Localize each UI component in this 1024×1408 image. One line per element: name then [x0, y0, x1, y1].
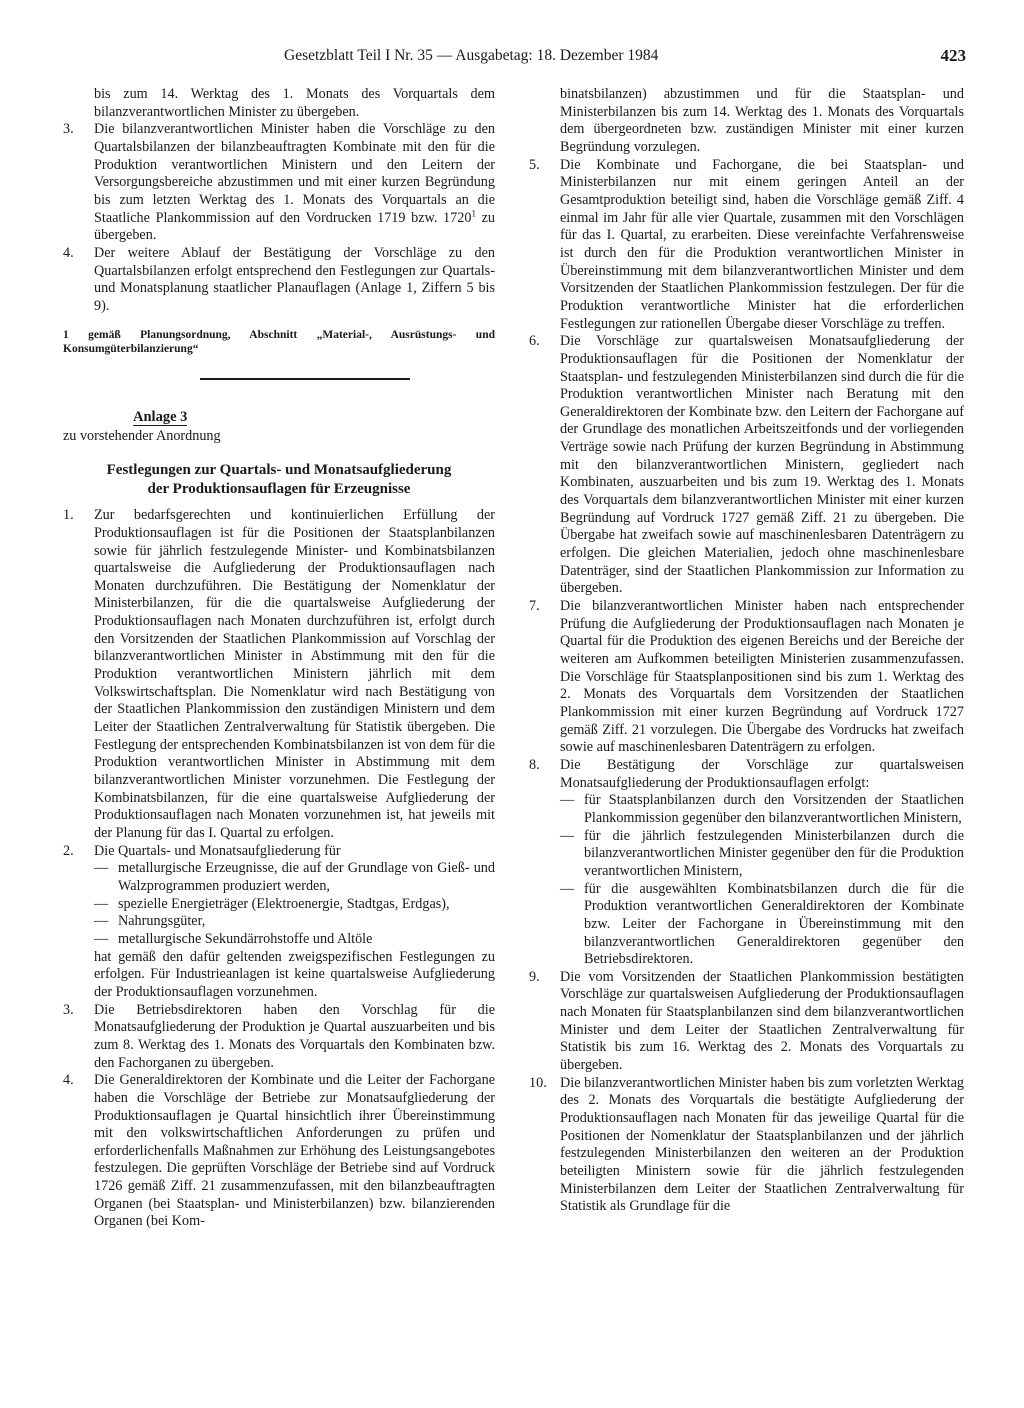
annex-title [133, 408, 495, 426]
item-text: Zur bedarfsgerechten und kontinuierlichen Erfüllung der Produktionsauflagen ist für die Positionen der Staatsplanbilanzen sowie für jährlich festzulegende Minister- und Kombinatsbilanzen quartalsweise die Aufgliederung der Produktionsauflagen nach Monaten durchzuführen. Die Bestätigung der Nomenklatur der Ministerbilanzen, für die die quartalsweise Aufgliederung der Produktionsauflagen nach Monaten durchzuführen ist, erfolgt durch den Vorsitzenden der Staatlichen Plankommission auf Vorschlag der bilanzverantwortlichen Minister in Abstimmung mit den für die Produktion verantwortlichen Ministern jährlich mit dem Volkswirtschaftsplan. Die Nomenklatur wird nach Bestätigung von der Staatlichen Plankommission den zuständigen Ministern und dem Leiter der Staatlichen Zentralverwaltung für Statistik übergeben. Die Festlegung der entsprechenden Kombinatsbilanzen ist von dem für die Produktion verantwortlichen Minister in Abstimmung mit dem bilanzverantwortlichen Minister vorzunehmen. Die Festlegung der Kombinatsbilanzen, für die eine quartalsweise Aufgliederung der Produktionsauflagen nach Monaten vorzunehmen ist, hat jeweils mit der Planung für das I. Quartal zu erfolgen. [94, 507, 495, 841]
item-intro: Die Bestätigung der Vorschläge zur quartalsweisen Monatsaufgliederung der Produktionsauflagen erfolgt: [560, 756, 964, 791]
dash-text: spezielle Energieträger (Elektroenergie, Stadtgas, Erdgas), [118, 895, 450, 912]
list-item-10 [529, 1075, 964, 1216]
item-intro: Die Quartals- und Monatsaufgliederung für [94, 842, 341, 859]
footnote: 1 gemäß Planungsordnung, Abschnitt „Material-, Ausrüstungs- und Konsumgüterbilanzierung“ [63, 328, 495, 355]
annex-label: Anlage 3 [133, 408, 188, 425]
dash-item: — Nahrungsgüter, [94, 913, 206, 930]
continuation-paragraph: bis zum 14. Werktag des 1. Monats des Vorquartals dem bilanzverantwortlichen Minister zu übergeben. [94, 86, 495, 120]
dash-text: Nahrungsgüter, [118, 913, 206, 930]
list-item-7 [529, 598, 964, 757]
item-number: 7. [529, 598, 540, 615]
dash-text: für die ausgewählten Kombinatsbilanzen durch die für die Produktion verantwortlichen Generaldirektoren der Kombinate bzw. Leiter der Fachorgane in Übereinstimmung mit den bilanzverantwortlichen Generaldirektoren gegenüber den Betriebsdirektoren. [584, 880, 964, 968]
item-text: Die bilanzverantwortlichen Minister haben die Vorschläge zu den Quartalsbilanzen der bilanzbeauftragten Kombinate mit den für die Produktion verantwortlichen Ministern und den Leitern der Versorgungsbereiche abzustimmen und mit einer kurzen Begründung bis zum letzten Werktag des 1. Monats des Vorquartals an die Staatliche Plankommission auf den Vordrucken 1719 bzw. 1720 [94, 121, 495, 226]
dash-text: metallurgische Erzeugnisse, die auf der Grundlage von Gieß- und Walzprogrammen produziert werden, [118, 860, 495, 894]
list-item-1 [63, 507, 495, 842]
page-number: 423 [940, 46, 966, 65]
continuation-paragraph: binatsbilanzen) abzustimmen und für die Staatsplan- und Ministerbilanzen bis zum 14. Werktag des 1. Monats des Vorquartals dem übergeordneten bzw. zuständigen Minister mit einer kurzen Begründung vorzulegen. [560, 86, 964, 155]
list-item-3 [63, 1002, 495, 1073]
item-text: Die Generaldirektoren der Kombinate und die Leiter der Fachorgane haben die Vorschläge der Betriebe zur Monatsaufgliederung der Produktionsauflagen je Quartal hinsichtlich ihrer Übereinstimmung mit den volkswirtschaftlichen Anforderungen zu prüfen und erforderlichenfalls Maßnahmen zur Erhöhung des Leistungsangebotes festzulegen. Die geprüften Vorschläge der Betriebe sind auf Vordruck 1726 gemäß Ziff. 21 zusammenzufassen, mit den bilanzbeauftragten Organen (bei Staatsplan- und Ministerbilanzen) bzw. bilanzierenden Organen (bei Kom- [94, 1072, 495, 1230]
list-item-4 [63, 245, 495, 316]
footnote-marker: 1 [471, 207, 476, 218]
item-number: 5. [529, 156, 540, 173]
item-text: Die Kombinate und Fachorgane, die bei Staatsplan- und Ministerbilanzen nur mit einem geringen Anteil an der Gesamtproduktion beteiligt sind, haben die Vorschläge gemäß Ziff. 4 einmal im Jahr für alle vier Quartale, zusammen mit den Vorschlägen für das I. Quartal, zu erarbeiten. Diese vereinfachte Verfahrensweise ist durch den für die Produktion verantwortlichen Minister in Übereinstimmung mit dem bilanzverantwortlichen Minister und dem Vorsitzenden der Staatlichen Plankommission festzulegen. Der für die Produktion verantwortliche Minister hat die erforderlichen Festlegungen zur rationellen Übergabe dieser Vorschläge zu treffen. [560, 156, 964, 332]
item-text: Der weitere Ablauf der Bestätigung der Vorschläge zu den Quartalsbilanzen erfolgt entsprechend den Festlegungen zur Quartals- und Monatsplanung staatlicher Planauflagen (Anlage 1, Ziffern 5 bis 9). [94, 244, 495, 314]
list-item-2 [63, 843, 495, 1002]
left-column [63, 86, 495, 1231]
dash-item: — metallurgische Erzeugnisse, die auf der Grundlage von Gieß- und Walzprogrammen produziert werden, [94, 860, 495, 894]
dash-list [560, 792, 964, 969]
dash-item: — für die ausgewählten Kombinatsbilanzen durch die für die Produktion verantwortlichen Generaldirektoren der Kombinate bzw. Leiter der Fachorgane in Übereinstimmung mit den bilanzverantwortlichen Generaldirektoren gegenüber den Betriebsdirektoren. [560, 880, 964, 968]
page-header [284, 46, 966, 66]
list-item-4 [63, 1072, 495, 1231]
dash-text: für Staatsplanbilanzen durch den Vorsitzenden der Staatlichen Plankommission gegenüber den bilanzverantwortlichen Ministern, [584, 792, 964, 826]
item-number: 10. [529, 1074, 547, 1091]
item-text: Die Betriebsdirektoren haben den Vorschlag für die Monatsaufgliederung der Produktion je Quartal auszuarbeiten und bis zum 8. Werktag des 1. Monats des Vorquartals den Kombinaten bzw. den Fachorganen zu übergeben. [94, 1001, 495, 1071]
list-item-5 [529, 157, 964, 334]
item-text-tail: zu übergeben. [94, 209, 495, 244]
section-heading [63, 461, 495, 499]
list-item-6 [529, 333, 964, 598]
list-item-3 [63, 121, 495, 245]
dash-item: — metallurgische Sekundärrohstoffe und Altöle [94, 930, 373, 947]
section-divider [200, 378, 410, 380]
heading-line-1: Festlegungen zur Quartals- und Monatsaufgliederung [106, 462, 452, 479]
item-number: 9. [529, 968, 540, 985]
item-text: Die bilanzverantwortlichen Minister haben bis zum vorletzten Werktag des 2. Monats des Vorquartals die bestätigte Aufgliederung der Produktionsauflagen nach Monaten für das jeweilige Quartal für die Positionen der Nomenklatur der Staatsplanbilanzen und der jährlich festzulegenden Ministerbilanzen den weiteren an der Produktion beteiligten Ministern sowie für die jährlich festzulegenden Ministerbilanzen dem Leiter der Staatlichen Zentralverwaltung für Statistik als Grundlage für die [560, 1074, 964, 1215]
item-number: 4. [63, 244, 74, 261]
item-text: Die bilanzverantwortlichen Minister haben nach entsprechender Prüfung die Aufgliederung der Produktionsauflagen nach Monaten je Quartal für die Produktion des eigenen Bereichs und der Bereiche der weiteren am Aufkommen beteiligten Ministerien zusammenzufassen. Die Vorschläge für Staatsplanpositionen sind bis zum 1. Werktag des 2. Monats des Vorquartals dem Vorsitzenden der Staatlichen Plankommission mit einer kurzen Begründung auf Vordruck 1727 gemäß Ziff. 21 vorzulegen. Die Übergabe des Vordrucks hat zweifach sowie auf maschinenlesbaren Datenträgern zu erfolgen. [560, 598, 964, 756]
item-text: Die vom Vorsitzenden der Staatlichen Plankommission bestätigten Vorschläge zur quartalsweisen Aufgliederung der Produktionsauflagen nach Monaten für Staatsplanbilanzen sind dem bilanzverantwortlichen Minister und dem Leiter der Staatlichen Zentralverwaltung für Statistik bis zum 16. Werktag des 2. Monats des Vorquartals zu übergeben. [560, 968, 964, 1074]
heading-line-2: der Produktionsauflagen für Erzeugnisse [147, 481, 411, 498]
item-number: 3. [63, 1001, 74, 1018]
item-outro: hat gemäß den dafür geltenden zweigspezifischen Festlegungen zu erfolgen. Für Industrieanlagen ist keine quartalsweise Aufgliederung der Produktionsauflagen vorzunehmen. [94, 948, 495, 1000]
item-number: 1. [63, 507, 74, 524]
dash-list [94, 860, 495, 948]
item-number: 6. [529, 333, 540, 350]
item-number: 3. [63, 121, 74, 138]
dash-text: metallurgische Sekundärrohstoffe und Altöle [118, 930, 373, 947]
item-number: 4. [63, 1072, 74, 1089]
item-number: 2. [63, 842, 74, 859]
dash-text: für die jährlich festzulegenden Ministerbilanzen durch die bilanzverantwortlichen Minister gegenüber den für die Produktion verantwortlichen Ministern, [584, 827, 964, 879]
item-text: Die Vorschläge zur quartalsweisen Monatsaufgliederung der Produktionsauflagen für die Positionen der Nomenklatur der Staatsplan- und festzulegenden Ministerbilanzen sind durch die für die Produktion verantwortlichen Minister nach Beratung mit den Generaldirektoren der Kombinate bzw. den Leitern der Fachorgane auf der Grundlage des monatlichen Arbeitszeitfonds und der vorliegenden Verträge sowie nach Prüfung der kurzen Begründung in Abstimmung mit den bilanzverantwortlichen Ministern, gegliedert nach Kombinaten, auszuarbeiten und bis zum 19. Werktag des 1. Monats des Vorquartals dem bilanzverantwortlichen Minister mit einer kurzen Begründung auf Vordruck 1727 gemäß Ziff. 21 zu übergeben. Die Übergabe hat zweifach sowie auf maschinenlesbaren Datenträgern zu erfolgen. Die gleichen Materialien, jedoch ohne maschinenlesbare Datenträger, sind der Staatlichen Plankommission zur Information zu übergeben. [560, 333, 964, 597]
list-item-8 [529, 757, 964, 969]
list-item-9 [529, 969, 964, 1075]
dash-item: — für die jährlich festzulegenden Ministerbilanzen durch die bilanzverantwortlichen Minister gegenüber den für die Produktion verantwortlichen Ministern, [560, 827, 964, 879]
item-number: 8. [529, 756, 540, 773]
dash-item: — für Staatsplanbilanzen durch den Vorsitzenden der Staatlichen Plankommission gegenüber den bilanzverantwortlichen Ministern, [560, 792, 964, 826]
right-column [529, 86, 964, 1216]
dash-item: — spezielle Energieträger (Elektroenergie, Stadtgas, Erdgas), [94, 895, 450, 912]
annex-subtitle: zu vorstehender Anordnung [63, 427, 221, 444]
header-title: Gesetzblatt Teil I Nr. 35 — Ausgabetag: 18. Dezember 1984 [284, 47, 659, 64]
